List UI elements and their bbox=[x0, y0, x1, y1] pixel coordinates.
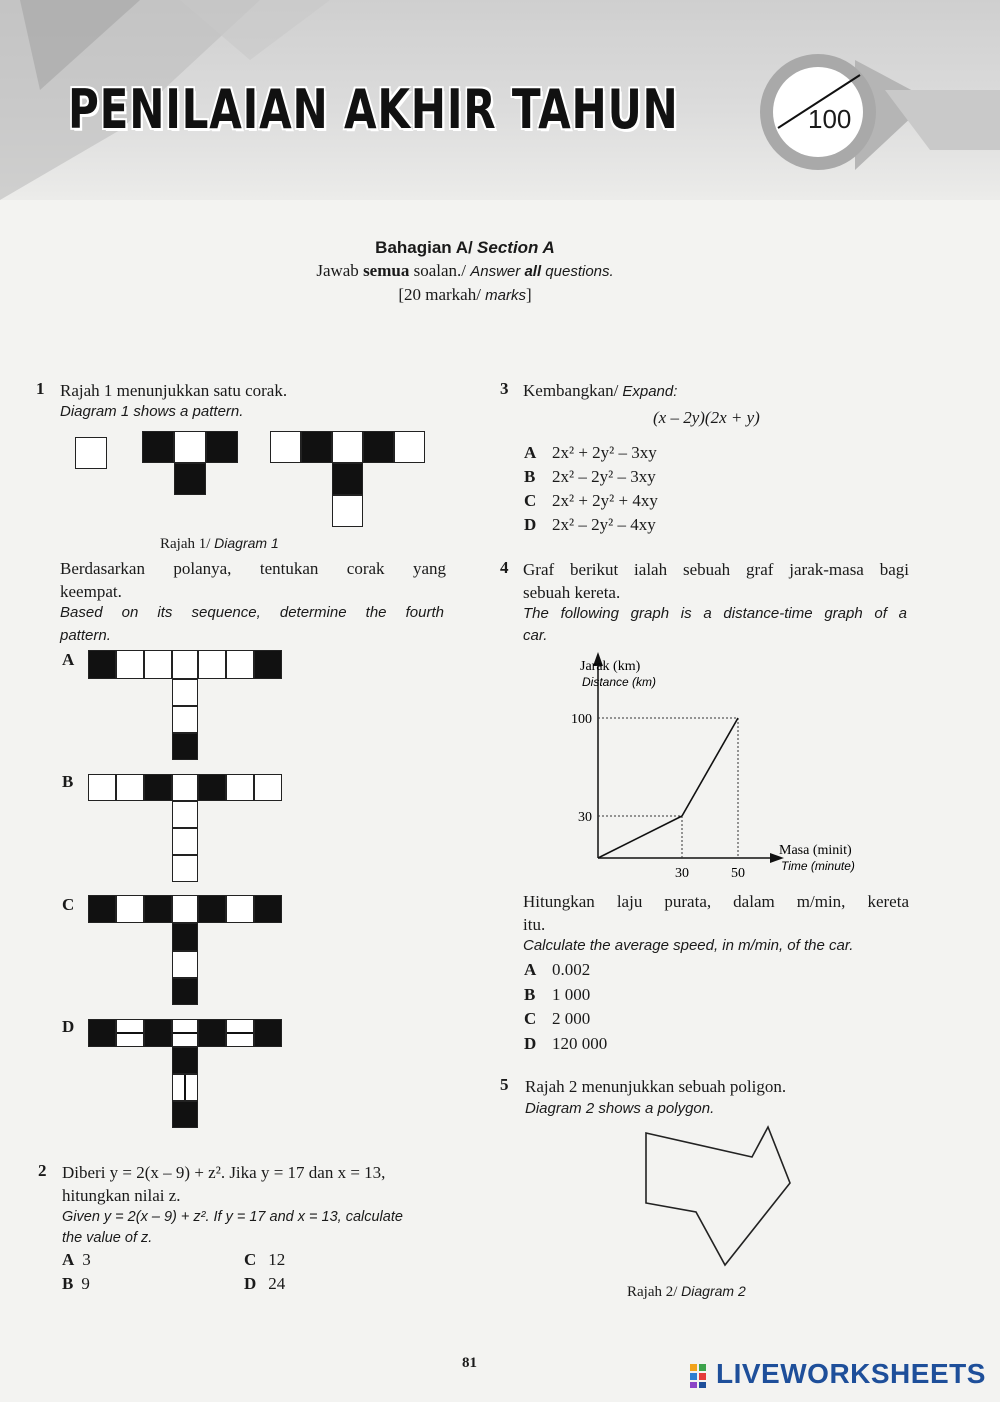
pattern-cell bbox=[75, 437, 107, 469]
pattern-cell bbox=[172, 1019, 198, 1047]
pattern-cell bbox=[198, 774, 226, 801]
pattern-cell bbox=[226, 895, 254, 923]
q4-option-c[interactable] bbox=[524, 1007, 607, 1032]
option-value: 24 bbox=[268, 1274, 286, 1293]
q2-option-a[interactable] bbox=[62, 1250, 91, 1270]
option-letter: A bbox=[524, 960, 537, 979]
liveworksheets-logo-icon bbox=[690, 1364, 716, 1388]
q1-caption bbox=[160, 535, 279, 553]
pattern-cell bbox=[88, 895, 116, 923]
pattern-cell bbox=[142, 431, 174, 463]
q3-expression: (x – 2y)(2x + y) bbox=[653, 408, 760, 427]
pattern-cell bbox=[172, 801, 198, 828]
option-value: 2 000 bbox=[552, 1009, 591, 1028]
q2-text-ms-2: hitungkan nilai z. bbox=[62, 1186, 181, 1205]
option-letter: D bbox=[244, 1274, 257, 1293]
q5-caption-ms: Rajah 2/ bbox=[627, 1284, 678, 1300]
q5-caption bbox=[627, 1283, 746, 1301]
option-value: 12 bbox=[268, 1250, 286, 1269]
option-value: 0.002 bbox=[552, 960, 591, 979]
pattern-cell bbox=[88, 650, 116, 679]
option-value: 9 bbox=[81, 1274, 90, 1293]
q3-text bbox=[523, 379, 677, 402]
distance-time-graph bbox=[560, 650, 890, 885]
q2-option-d[interactable] bbox=[244, 1274, 285, 1294]
q1-prompt-ms-2: keempat. bbox=[60, 582, 122, 601]
pattern-cell bbox=[144, 650, 172, 679]
option-letter: B bbox=[524, 467, 536, 486]
q1-option-c-label[interactable]: C bbox=[62, 895, 75, 914]
pattern-cell bbox=[332, 463, 363, 495]
option-value: 2x² + 2y² + 4xy bbox=[552, 491, 658, 510]
pattern-cell bbox=[144, 1019, 172, 1047]
pattern-cell bbox=[254, 774, 282, 801]
q1-caption-ms: Rajah 1/ bbox=[160, 536, 211, 552]
pattern-cell bbox=[172, 706, 198, 733]
q4-option-a[interactable] bbox=[524, 958, 607, 983]
distance-time-segment bbox=[682, 718, 738, 816]
pattern-cell bbox=[254, 650, 282, 679]
q1-option-b-label[interactable]: B bbox=[62, 772, 74, 791]
y-tick-label: 30 bbox=[578, 810, 592, 825]
page-title: PENILAIAN AKHIR TAHUN bbox=[68, 78, 679, 141]
pattern-cell bbox=[198, 650, 226, 679]
pattern-cell bbox=[363, 431, 394, 463]
q1-caption-en: Diagram 1 bbox=[214, 535, 279, 551]
instr-ms-1: Jawab bbox=[316, 261, 364, 280]
option-letter: D bbox=[524, 1033, 537, 1053]
pattern-cell bbox=[88, 774, 116, 801]
pattern-cell bbox=[116, 1019, 144, 1047]
polygon-diagram bbox=[630, 1115, 810, 1275]
q1-prompt-en-2: pattern. bbox=[60, 627, 111, 644]
instr-ms-bold: semua bbox=[363, 261, 410, 280]
pattern-cell bbox=[172, 679, 198, 706]
q4-prompt-en: Calculate the average speed, in m/min, of the car. bbox=[523, 937, 854, 954]
q4-option-b[interactable] bbox=[524, 983, 607, 1008]
pattern-cell bbox=[226, 650, 254, 679]
option-letter: D bbox=[524, 515, 537, 534]
q3-option-c[interactable] bbox=[524, 489, 658, 513]
q4-text-ms-2: sebuah kereta. bbox=[523, 583, 621, 602]
option-letter: A bbox=[524, 443, 537, 462]
q4-text-ms-1: Graf berikut ialah sebuah graf jarak-masa bagi bbox=[523, 560, 909, 579]
q4-prompt-ms-1: Hitungkan laju purata, dalam m/min, kereta bbox=[523, 892, 909, 911]
q4-prompt-ms-2: itu. bbox=[523, 915, 546, 934]
q4-number: 4 bbox=[500, 558, 509, 577]
pattern-cell bbox=[394, 431, 425, 463]
q5-text-en: Diagram 2 shows a polygon. bbox=[525, 1100, 715, 1117]
q4-text-en-1: The following graph is a distance-time graph of a bbox=[523, 605, 907, 622]
option-letter: A bbox=[62, 1250, 75, 1269]
option-value: 2x² – 2y² – 4xy bbox=[552, 515, 656, 534]
q4-option-d[interactable] bbox=[524, 1032, 607, 1057]
instr-en-bold: all bbox=[524, 263, 542, 280]
q5-caption-en: Diagram 2 bbox=[681, 1283, 746, 1299]
option-value: 2x² – 2y² – 3xy bbox=[552, 467, 656, 486]
q2-text-en-1: Given y = 2(x – 9) + z². If y = 17 and x = 13, calculate bbox=[62, 1209, 403, 1225]
q3-number: 3 bbox=[500, 379, 509, 398]
pattern-cell bbox=[144, 774, 172, 801]
q1-option-d-label[interactable]: D bbox=[62, 1017, 75, 1036]
liveworksheets-brand[interactable]: LIVEWORKSHEETS bbox=[716, 1358, 986, 1389]
q3-options bbox=[524, 441, 658, 537]
q2-option-b[interactable] bbox=[62, 1274, 90, 1294]
q1-text-en: Diagram 1 shows a pattern. bbox=[60, 403, 244, 420]
q1-number: 1 bbox=[36, 379, 45, 398]
pattern-cell bbox=[116, 895, 144, 923]
section-heading-en: Section A bbox=[477, 238, 555, 257]
q3-option-b[interactable] bbox=[524, 465, 658, 489]
option-letter: C bbox=[524, 1009, 537, 1028]
instr-en-1: Answer bbox=[470, 263, 525, 280]
q1-text-ms: Rajah 1 menunjukkan satu corak. bbox=[60, 381, 288, 400]
pattern-cell bbox=[172, 650, 198, 679]
q4-options bbox=[524, 958, 607, 1056]
pattern-cell bbox=[172, 923, 198, 951]
option-letter: B bbox=[524, 984, 536, 1004]
q1-option-a-label[interactable]: A bbox=[62, 650, 75, 669]
pattern-cell bbox=[270, 431, 301, 463]
instr-ms-2: soalan./ bbox=[409, 261, 466, 280]
pattern-cell bbox=[206, 431, 238, 463]
pattern-cell bbox=[172, 951, 198, 978]
y-axis-label-en: Distance (km) bbox=[582, 675, 657, 689]
pattern-cell bbox=[198, 1019, 226, 1047]
marks-ms: [20 markah/ bbox=[398, 285, 481, 304]
x-tick-label: 30 bbox=[675, 866, 689, 881]
pattern-cell bbox=[172, 1074, 198, 1101]
pattern-cell bbox=[172, 855, 198, 882]
q3-text-ms: Kembangkan/ bbox=[523, 381, 619, 400]
pattern-cell bbox=[116, 774, 144, 801]
pattern-cell bbox=[144, 895, 172, 923]
q3-option-d[interactable] bbox=[524, 513, 658, 537]
pattern-cell bbox=[198, 895, 226, 923]
q2-number: 2 bbox=[38, 1161, 47, 1180]
pattern-cell bbox=[172, 733, 198, 760]
pattern-cell bbox=[88, 1019, 116, 1047]
pattern-cell bbox=[226, 774, 254, 801]
q1-prompt-ms-1: Berdasarkan polanya, tentukan corak yang bbox=[60, 559, 446, 578]
pattern-cell bbox=[332, 495, 363, 527]
q5-text-ms: Rajah 2 menunjukkan sebuah poligon. bbox=[525, 1077, 787, 1096]
section-heading bbox=[0, 236, 930, 307]
pattern-cell bbox=[254, 1019, 282, 1047]
option-letter: B bbox=[62, 1274, 74, 1293]
q2-text-en-2: the value of z. bbox=[62, 1230, 153, 1246]
q2-text-ms-1: Diberi y = 2(x – 9) + z². Jika y = 17 dan x = 13, bbox=[62, 1163, 386, 1182]
section-heading-ms: Bahagian A/ bbox=[375, 238, 473, 257]
y-axis-label-ms: Jarak (km) bbox=[580, 659, 641, 674]
pattern-cell bbox=[172, 1101, 198, 1128]
instr-en-2: questions. bbox=[541, 263, 614, 280]
pattern-cell bbox=[301, 431, 332, 463]
q4-text-en-2: car. bbox=[523, 627, 548, 644]
q1-prompt-en-1: Based on its sequence, determine the fourth bbox=[60, 604, 444, 621]
pattern-cell bbox=[172, 774, 198, 801]
marks-en: marks bbox=[485, 287, 527, 304]
y-tick-label: 100 bbox=[571, 712, 592, 727]
marks-close: ] bbox=[526, 285, 532, 304]
pattern-cell bbox=[172, 828, 198, 855]
pattern-cell bbox=[332, 431, 363, 463]
pattern-cell bbox=[254, 895, 282, 923]
pattern-cell bbox=[174, 463, 206, 495]
option-letter: C bbox=[524, 491, 537, 510]
q5-number: 5 bbox=[500, 1075, 509, 1094]
pattern-cell bbox=[172, 895, 198, 923]
score-total: 100 bbox=[808, 104, 852, 134]
pattern-cell bbox=[116, 650, 144, 679]
page-number: 81 bbox=[462, 1355, 477, 1371]
option-letter: C bbox=[244, 1250, 257, 1269]
pattern-cell bbox=[174, 431, 206, 463]
q3-text-en: Expand: bbox=[622, 383, 678, 400]
x-axis-label-ms: Masa (minit) bbox=[779, 843, 852, 858]
q2-option-c[interactable] bbox=[244, 1250, 285, 1270]
distance-time-segment bbox=[598, 816, 682, 858]
option-value: 2x² + 2y² – 3xy bbox=[552, 443, 657, 462]
x-tick-label: 50 bbox=[731, 866, 745, 881]
q3-option-a[interactable] bbox=[524, 441, 658, 465]
pattern-cell bbox=[172, 978, 198, 1005]
pattern-cell bbox=[226, 1019, 254, 1047]
pattern-cell bbox=[172, 1047, 198, 1074]
option-value: 1 000 bbox=[552, 984, 591, 1004]
x-axis-label-en: Time (minute) bbox=[781, 859, 855, 873]
option-value: 3 bbox=[82, 1250, 91, 1269]
option-value: 120 000 bbox=[552, 1033, 608, 1053]
